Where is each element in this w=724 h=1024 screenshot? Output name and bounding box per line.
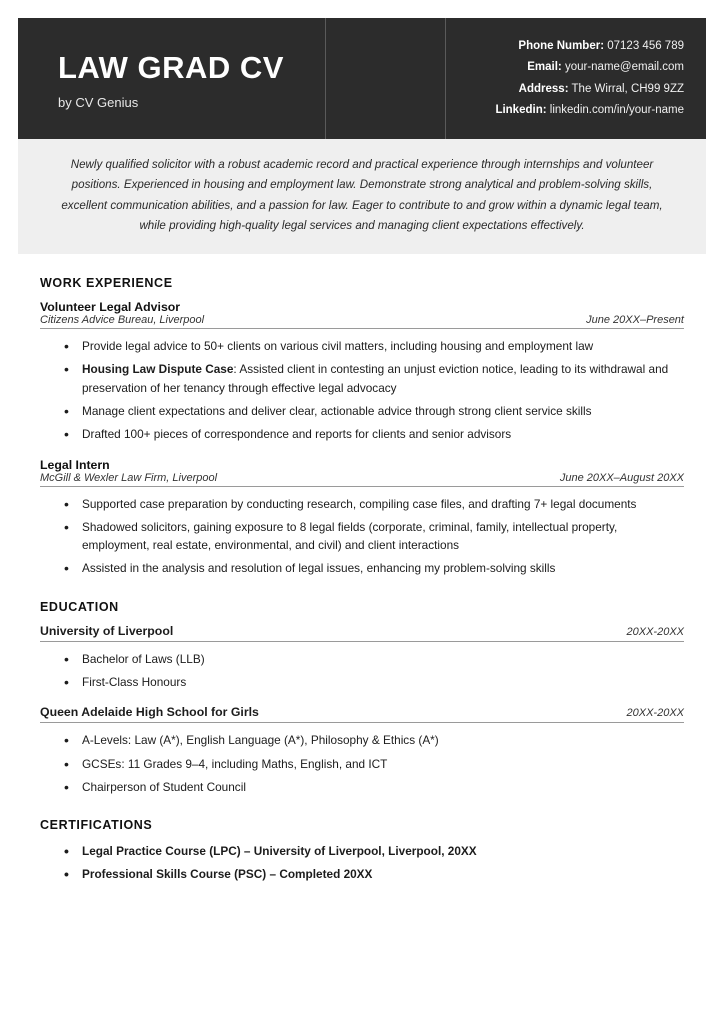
contact-linkedin-label: Linkedin: <box>495 103 547 116</box>
education-entry <box>40 705 684 796</box>
bullet-text: : Assisted client in contesting an unjust eviction notice, leading to its withdrawal and preservation of her tenancy through effective legal advocacy <box>82 362 669 395</box>
list-item <box>80 842 684 860</box>
contact-address <box>519 79 684 100</box>
work-entry-title: Volunteer Legal Advisor <box>40 300 181 315</box>
work-entry-subtitle: Citizens Advice Bureau, Liverpool <box>40 314 205 327</box>
section-title-certifications: CERTIFICATIONS <box>40 818 153 833</box>
education-entry-bullets <box>40 650 684 692</box>
list-item <box>80 865 684 883</box>
work-entry-date: June 20XX–Present <box>586 314 684 327</box>
list-item <box>80 731 684 749</box>
page-title: LAW GRAD CV <box>58 49 284 85</box>
cv-body <box>18 276 706 916</box>
bullet-text: Shadowed solicitors, gaining exposure to 8 legal fields (corporate, criminal, family, intellectual property, employment, real estate, environmental, and civil) and client interactions <box>82 519 618 553</box>
profile-summary <box>18 139 706 254</box>
education-entry-head <box>40 705 684 723</box>
contact-email <box>527 57 684 78</box>
section-work-experience <box>40 276 684 578</box>
bullet-text: Legal Practice Course (LPC) – University of Liverpool, Liverpool, 20XX <box>82 844 477 859</box>
list-item <box>80 559 684 577</box>
bullet-text: Assisted in the analysis and resolution of legal issues, enhancing my problem-solving skills <box>82 561 556 576</box>
section-education <box>40 600 684 796</box>
byline: by CV Genius <box>58 95 139 111</box>
bullet-text: First-Class Honours <box>82 675 187 689</box>
work-entry <box>40 458 684 578</box>
list-item <box>80 755 684 773</box>
contact-linkedin <box>495 100 684 121</box>
bullet-text: Drafted 100+ pieces of correspondence and reports for clients and senior advisors <box>82 427 512 442</box>
list-item <box>80 360 684 397</box>
section-certifications <box>40 818 684 884</box>
work-entry-title: Legal Intern <box>40 457 110 472</box>
bullet-text: Provide legal advice to 50+ clients on various civil matters, including housing and employment law <box>82 339 594 354</box>
education-entry-date: 20XX-20XX <box>626 707 684 720</box>
list-item <box>80 402 684 420</box>
contact-phone <box>518 36 684 57</box>
section-title-education: EDUCATION <box>40 599 119 614</box>
list-item <box>80 673 684 691</box>
certifications-bullets <box>40 842 684 884</box>
work-entry <box>40 300 684 443</box>
contact-email-label: Email: <box>527 61 562 74</box>
bullet-text: Chairperson of Student Council <box>82 779 246 794</box>
contact-phone-value: 07123 456 789 <box>607 40 684 52</box>
contact-linkedin-value[interactable]: linkedin.com/in/your-name <box>549 103 684 116</box>
list-item <box>80 425 684 443</box>
list-item <box>80 778 684 796</box>
bullet-text: Bachelor of Laws (LLB) <box>82 651 205 666</box>
list-item <box>80 518 684 555</box>
cv-header <box>18 18 706 139</box>
header-identity <box>18 18 326 139</box>
education-entry-title: Queen Adelaide High School for Girls <box>40 705 259 720</box>
education-entry-bullets <box>40 731 684 796</box>
contact-address-value: The Wirral, CH99 9ZZ <box>571 82 684 95</box>
education-entry-date: 20XX-20XX <box>626 625 684 638</box>
list-item <box>80 495 684 513</box>
work-entry-bullets <box>40 495 684 578</box>
education-entry-head <box>40 624 684 642</box>
work-entry-head <box>40 458 684 487</box>
work-entry-subtitle: McGill & Wexler Law Firm, Liverpool <box>40 471 218 484</box>
contact-address-label: Address: <box>518 82 569 95</box>
contact-block <box>446 18 706 139</box>
list-item <box>80 650 684 668</box>
header-spacer <box>326 18 446 139</box>
work-entry-head <box>40 300 684 329</box>
education-entry <box>40 624 684 692</box>
section-title-work: WORK EXPERIENCE <box>40 276 173 291</box>
education-entry-title: University of Liverpool <box>40 623 174 638</box>
bullet-text: Manage client expectations and deliver clear, actionable advice through strong client service skills <box>82 404 592 419</box>
list-item <box>80 337 684 355</box>
work-entry-date: June 20XX–August 20XX <box>559 471 684 484</box>
bullet-text: A-Levels: Law (A*), English Language (A*), Philosophy & Ethics (A*) <box>82 733 439 748</box>
bullet-text: Supported case preparation by conducting research, compiling case files, and drafting 7+ legal documents <box>82 496 637 511</box>
work-entry-bullets <box>40 337 684 443</box>
contact-phone-label: Phone Number: <box>518 40 605 52</box>
bullet-text: GCSEs: 11 Grades 9–4, including Maths, English, and ICT <box>82 756 388 771</box>
contact-email-value[interactable]: your-name@email.com <box>564 61 684 74</box>
bullet-text: Professional Skills Course (PSC) – Completed 20XX <box>82 867 373 882</box>
bullet-lead: Housing Law Dispute Case <box>82 362 234 377</box>
profile-summary-text: Newly qualified solicitor with a robust academic record and practical experience through internships and volunteer positions. Experienced in housing and employment law. Demonstrate strong analytical and problem-solving skills, excellent communication abilities, and a passion for law. Eager to contribute to and grow within a dynamic legal team, while providing high-quality legal services and managing client expectations effectively. <box>61 158 663 232</box>
